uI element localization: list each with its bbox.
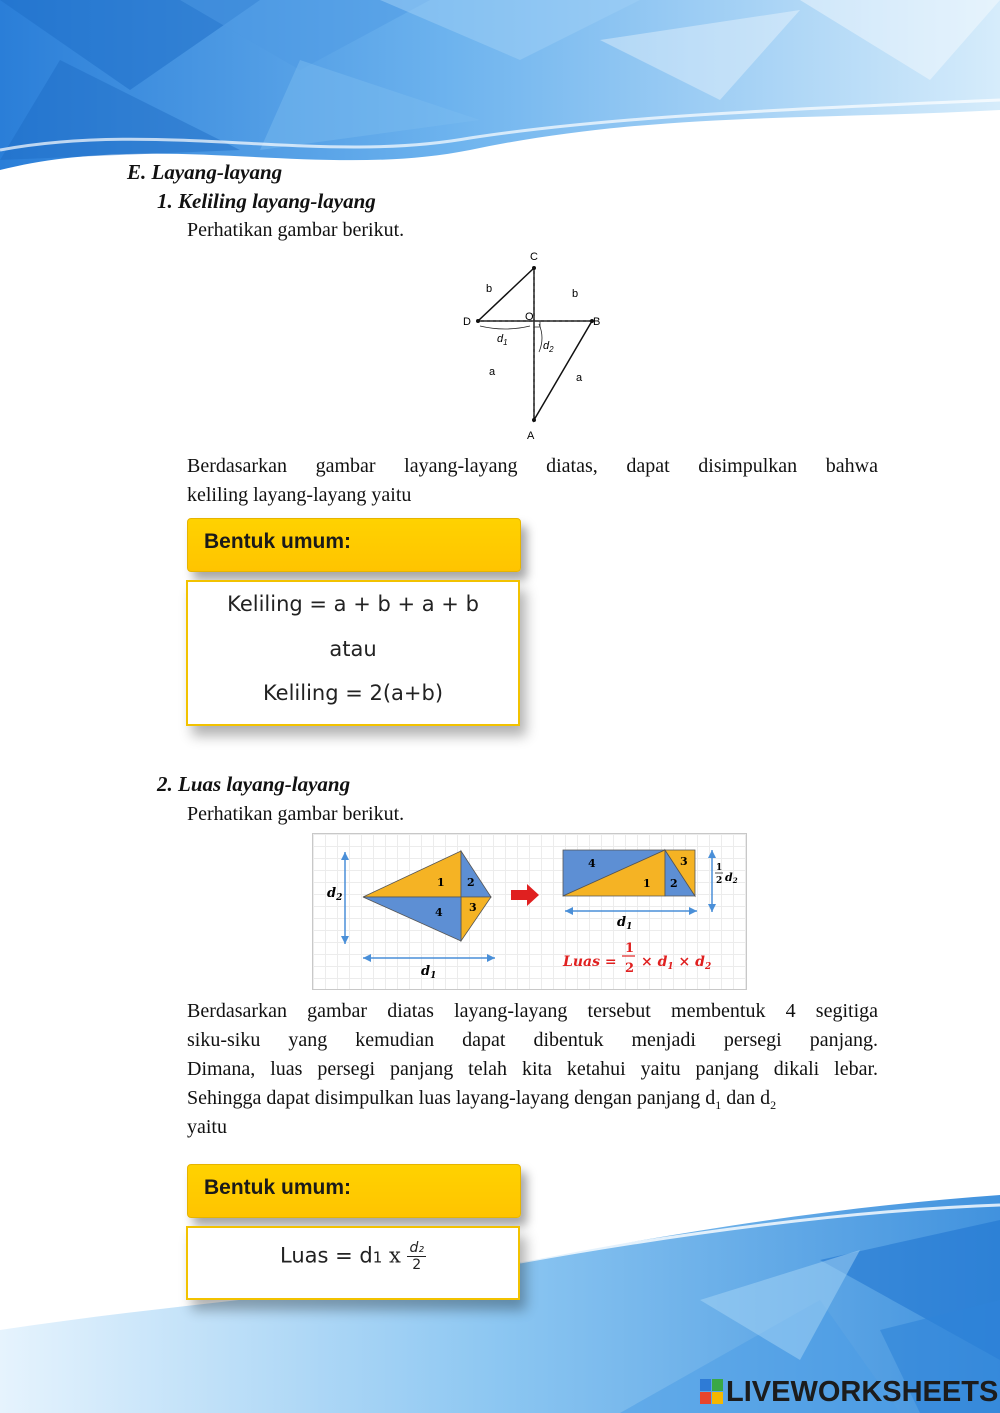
vertex-c-label: C [530,251,538,263]
fig-tri-2 [461,851,491,897]
svg-text:4: 4 [435,906,443,919]
svg-text:× d1 × d2: × $d_1 \times d_2$ [641,954,712,972]
sub1-paragraph-line2: keliling layang-layang yaitu [187,484,412,506]
svg-text:1: 1 [625,941,635,956]
svg-text:1: 1 [716,863,723,873]
d1-label: $d_1$ [497,333,508,347]
sub1-heading: 1. Keliling layang-layang [157,189,376,213]
sub2-intro: Perhatikan gambar berikut. [187,803,405,825]
side-a-right-label: a [576,372,583,384]
svg-text:3: 3 [680,855,688,868]
svg-text:3: 3 [469,901,477,914]
svg-text:2: 2 [716,876,723,886]
kite-diagram [455,248,615,448]
fig-luas-formula [562,941,711,976]
side-a-left-label: a [489,366,496,378]
formula-keliling-2: Keliling = 2(a+b) [262,681,444,705]
vertex-d-label: D [463,316,471,328]
svg-text:2: 2 [670,877,678,890]
liveworksheets-logo [700,1375,999,1409]
area-figure [312,833,747,990]
area-formula-box-header [187,1164,521,1218]
fig-d1-label-right: $d_1$ [617,915,633,932]
fig-d2-label: $d_2$ [327,886,343,903]
svg-text:d2: d2 [725,871,738,885]
area-formula-box-body [186,1226,520,1300]
sub2-p-line5: yaitu [187,1116,227,1138]
svg-text:2: 2 [467,876,475,889]
svg-text:2: 2 [625,961,635,976]
d2-label: $d_2$ [543,340,554,354]
side-b-left-label: b [486,283,493,295]
svg-text:Luas =: Luas = [563,954,617,970]
section-title: E. Layang-layang [127,160,283,184]
vertex-b-label: B [593,316,601,328]
vertex-a-label: A [527,430,535,442]
formula-box-header [187,518,521,572]
sub2-p-line3: Dimana, luas persegi panjang telah kita ketahui yaitu panjang dikali lebar. [187,1058,878,1080]
formula-box-title: Bentuk umum: [204,530,351,553]
svg-text:1: 1 [643,877,651,890]
sub2-p-line2: siku-siku yang kemudian dapat dibentuk menjadi persegi panjang. [187,1029,878,1051]
fig-tri-1 [363,851,461,897]
area-formula-box-title: Bentuk umum: [204,1176,351,1199]
fig-tri-4 [363,897,461,941]
fig-d1-label-left: $d_1$ [421,964,437,981]
sub2-p-line4: Sehingga dapat disimpulkan luas layang-layang dengan panjang $d_1$ dan $d_2$ [187,1087,777,1112]
side-b-right-label: b [572,288,579,300]
vertex-o-label: O [525,311,534,323]
sub1-paragraph-line1: Berdasarkan gambar layang-layang diatas, dapat disimpulkan bahwa [187,455,878,477]
formula-box-body [186,580,520,726]
svg-text:1: 1 [437,876,445,889]
logo-mark-icon [700,1379,724,1405]
sub1-intro: Perhatikan gambar berikut. [187,219,405,241]
formula-luas: Luas = d1 x $\frac{\text{d₂}}{2}$ [280,1240,424,1273]
svg-text:4: 4 [588,857,596,870]
logo-text: LIVEWORKSHEETS [726,1376,999,1408]
fig-arrow [511,884,539,906]
sub2-heading: 2. Luas layang-layang [157,772,351,796]
sub2-p-line1: Berdasarkan gambar diatas layang-layang tersebut membentuk 4 segitiga [187,1000,878,1022]
formula-atau: atau [329,637,377,661]
formula-keliling-1: Keliling = a + b + a + b [227,592,479,616]
